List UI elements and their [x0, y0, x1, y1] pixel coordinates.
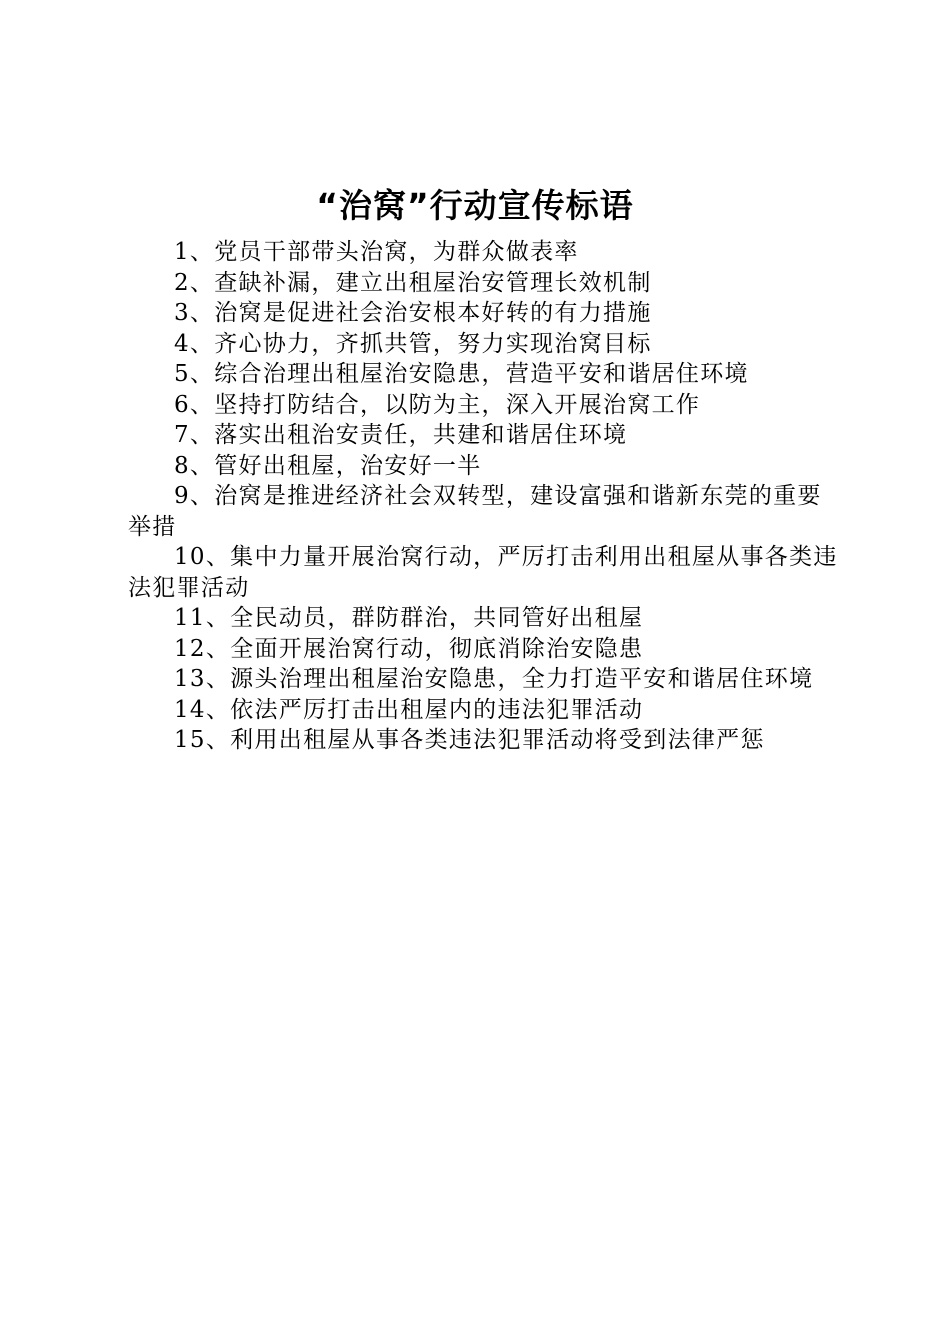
slogan-list — [128, 237, 838, 756]
slogan-item-14: 14、依法严厉打击出租屋内的违法犯罪活动 — [174, 696, 644, 723]
slogan-item-3: 3、治窝是促进社会治安根本好转的有力措施 — [174, 300, 652, 326]
slogan-item-10: 10、集中力量开展治窝行动，严厉打击利用出租屋从事各类违法犯罪活动 — [128, 544, 838, 601]
slogan-item-9: 9、治窝是推进经济社会双转型，建设富强和谐新东莞的重要举措 — [128, 483, 822, 540]
slogan-item-4: 4、齐心协力，齐抓共管，努力实现治窝目标 — [174, 330, 652, 357]
slogan-item-11: 11、全民动员，群防群治，共同管好出租屋 — [174, 605, 644, 631]
slogan-item-2: 2、查缺补漏，建立出租屋治安管理长效机制 — [174, 269, 652, 296]
document-title: “治窝”行动宣传标语 — [316, 186, 634, 225]
slogan-item-13: 13、源头治理出租屋治安隐患，全力打造平安和谐居住环境 — [174, 666, 814, 692]
slogan-item-5: 5、综合治理出租屋治安隐患，营造平安和谐居住环境 — [174, 361, 749, 387]
slogan-item-6: 6、坚持打防结合，以防为主，深入开展治窝工作 — [174, 391, 701, 418]
slogan-item-8: 8、管好出租屋，治安好一半 — [174, 452, 482, 479]
slogan-item-1: 1、党员干部带头治窝，为群众做表率 — [174, 239, 579, 265]
slogan-item-12: 12、全面开展治窝行动，彻底消除治安隐患 — [174, 635, 644, 662]
slogan-item-15: 15、利用出租屋从事各类违法犯罪活动将受到法律严惩 — [174, 727, 765, 753]
slogan-item-7: 7、落实出租治安责任，共建和谐居住环境 — [174, 422, 628, 448]
